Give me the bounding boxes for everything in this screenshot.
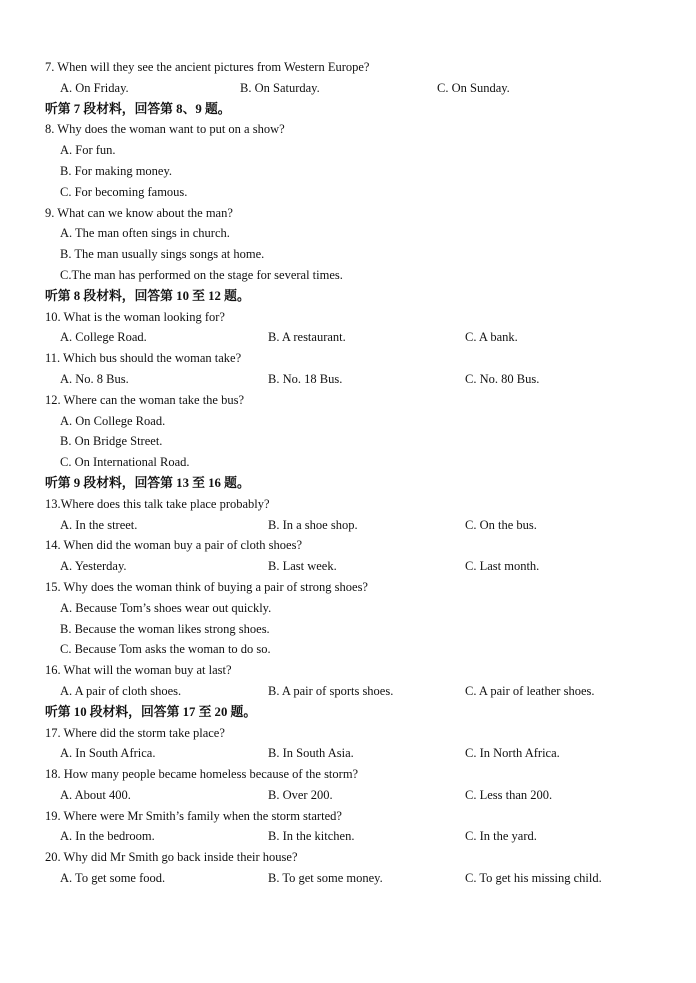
question-19 bbox=[0, 806, 696, 848]
question-stem: 9. What can we know about the man? bbox=[45, 205, 233, 220]
question-13 bbox=[0, 494, 696, 536]
option-c: C. Less than 200. bbox=[465, 787, 553, 802]
question-stem: 11. Which bus should the woman take? bbox=[45, 351, 242, 366]
section-header: 听第 9 段材料，回答第 13 至 16 题。 bbox=[45, 475, 250, 490]
option-b: B. On Saturday. bbox=[240, 80, 320, 95]
options-row bbox=[0, 785, 696, 806]
question-stem: 19. Where were Mr Smith’s family when the storm started? bbox=[45, 808, 342, 823]
option-a: A. In South Africa. bbox=[60, 746, 156, 761]
question-7 bbox=[0, 57, 696, 99]
option-a: A. About 400. bbox=[60, 787, 131, 802]
options-row bbox=[0, 369, 696, 390]
question-11 bbox=[0, 348, 696, 390]
option-b: B. Because the woman likes strong shoes. bbox=[60, 621, 270, 636]
options-row bbox=[0, 743, 696, 764]
option-c: C. Because Tom asks the woman to do so. bbox=[60, 642, 271, 657]
question-16 bbox=[0, 660, 696, 702]
question-8 bbox=[0, 119, 696, 202]
question-20 bbox=[0, 847, 696, 889]
question-14 bbox=[0, 535, 696, 577]
question-stem: 13.Where does this talk take place probably? bbox=[45, 496, 270, 511]
option-b: B. In the kitchen. bbox=[268, 829, 355, 844]
option-b: B. For making money. bbox=[60, 163, 173, 178]
option-a: A. A pair of cloth shoes. bbox=[60, 683, 182, 698]
question-10 bbox=[0, 307, 696, 349]
option-c: C. In the yard. bbox=[465, 829, 537, 844]
question-stem: 20. Why did Mr Smith go back inside their house? bbox=[45, 850, 298, 865]
option-c: C.The man has performed on the stage for several times. bbox=[60, 267, 343, 282]
option-c: C. On Sunday. bbox=[437, 80, 510, 95]
option-c: C. On the bus. bbox=[465, 517, 537, 532]
question-stem: 17. Where did the storm take place? bbox=[45, 725, 225, 740]
option-b: B. The man usually sings songs at home. bbox=[60, 247, 265, 262]
option-b: B. A pair of sports shoes. bbox=[268, 683, 394, 698]
option-a: A. On Friday. bbox=[60, 80, 129, 95]
section-header: 听第 10 段材料，回答第 17 至 20 题。 bbox=[45, 704, 257, 719]
section-header: 听第 7 段材料，回答第 8、9 题。 bbox=[45, 101, 231, 116]
question-stem: 16. What will the woman buy at last? bbox=[45, 663, 232, 678]
option-a: A. In the street. bbox=[60, 517, 138, 532]
option-a: A. On College Road. bbox=[60, 413, 166, 428]
option-a: A. In the bedroom. bbox=[60, 829, 155, 844]
question-15 bbox=[0, 577, 696, 660]
option-c: C. In North Africa. bbox=[465, 746, 560, 761]
option-c: C. No. 80 Bus. bbox=[465, 371, 540, 386]
option-b: B. No. 18 Bus. bbox=[268, 371, 343, 386]
option-b: B. Over 200. bbox=[268, 787, 333, 802]
option-a: A. The man often sings in church. bbox=[60, 226, 230, 241]
options-row bbox=[0, 681, 696, 702]
options-row bbox=[0, 556, 696, 577]
option-a: A. Yesterday. bbox=[60, 559, 127, 574]
option-a: A. No. 8 Bus. bbox=[60, 371, 129, 386]
option-b: B. Last week. bbox=[268, 559, 337, 574]
question-stem: 8. Why does the woman want to put on a show? bbox=[45, 122, 285, 137]
option-a: A. For fun. bbox=[60, 143, 116, 158]
option-a: A. Because Tom’s shoes wear out quickly. bbox=[60, 600, 272, 615]
options-row bbox=[0, 78, 696, 99]
question-stem: 12. Where can the woman take the bus? bbox=[45, 392, 244, 407]
option-c: C. For becoming famous. bbox=[60, 184, 188, 199]
question-stem: 7. When will they see the ancient pictures from Western Europe? bbox=[45, 60, 370, 74]
question-18 bbox=[0, 764, 696, 806]
option-a: A. To get some food. bbox=[60, 871, 166, 886]
option-c: C. Last month. bbox=[465, 559, 540, 574]
option-c: C. On International Road. bbox=[60, 455, 190, 470]
question-stem: 15. Why does the woman think of buying a pair of strong shoes? bbox=[45, 579, 368, 594]
question-17 bbox=[0, 723, 696, 765]
question-12 bbox=[0, 390, 696, 473]
question-stem: 14. When did the woman buy a pair of cloth shoes? bbox=[45, 538, 303, 553]
option-b: B. On Bridge Street. bbox=[60, 434, 163, 449]
options-row bbox=[0, 868, 696, 889]
option-b: B. A restaurant. bbox=[268, 330, 346, 345]
question-9 bbox=[0, 203, 696, 286]
question-stem: 18. How many people became homeless because of the storm? bbox=[45, 767, 359, 782]
options-row bbox=[0, 826, 696, 847]
exam-sheet bbox=[0, 57, 696, 889]
option-c: C. To get his missing child. bbox=[465, 871, 602, 886]
option-b: B. In a shoe shop. bbox=[268, 517, 358, 532]
option-a: A. College Road. bbox=[60, 330, 147, 345]
options-row bbox=[0, 327, 696, 348]
option-c: C. A bank. bbox=[465, 330, 518, 345]
section-header: 听第 8 段材料，回答第 10 至 12 题。 bbox=[45, 288, 250, 303]
options-row bbox=[0, 515, 696, 536]
option-c: C. A pair of leather shoes. bbox=[465, 683, 595, 698]
option-b: B. In South Asia. bbox=[268, 746, 354, 761]
question-stem: 10. What is the woman looking for? bbox=[45, 309, 225, 324]
option-b: B. To get some money. bbox=[268, 871, 383, 886]
